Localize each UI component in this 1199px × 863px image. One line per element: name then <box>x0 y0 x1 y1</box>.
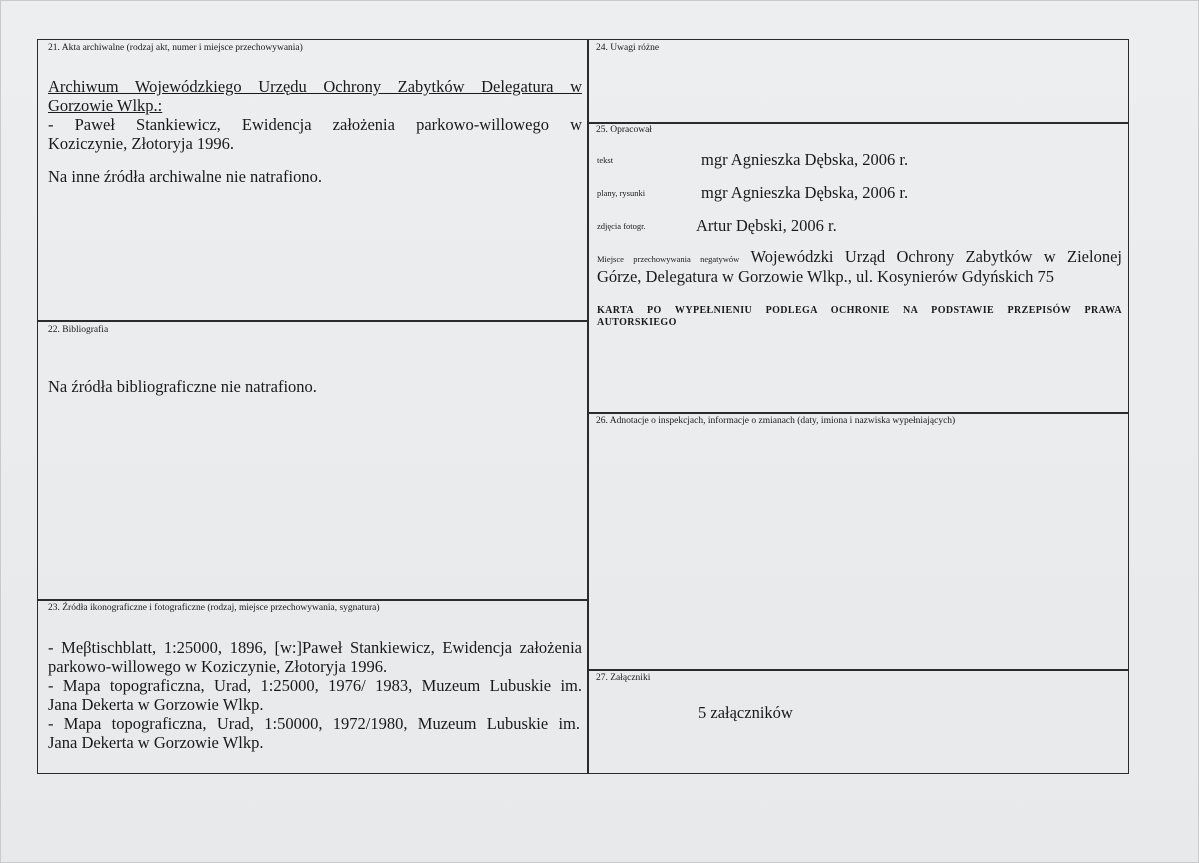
text-author-label: tekst <box>597 154 614 165</box>
copyright-notice-line2: AUTORSKIEGO <box>597 317 677 328</box>
copyright-notice-line1: KARTA PO WYPEŁNIENIU PODLEGA OCHRONIE NA PODSTAWIE PRZEPISÓW PRAWA <box>597 305 1122 316</box>
photos-author-value: Artur Dębski, 2006 r. <box>696 216 837 235</box>
archive-name-line2: Gorzowie Wlkp.: <box>48 96 163 115</box>
section-26-inspection-notes <box>589 413 1128 669</box>
source-line-6: Jana Dekerta w Gorzowie Wlkp. <box>48 733 264 752</box>
plans-author-value: mgr Agnieszka Dębska, 2006 r. <box>701 183 909 202</box>
source-line-5: - Mapa topograficzna, Urad, 1:50000, 1972/1980, Muzeum Lubuskie im. <box>48 714 580 733</box>
section-24-remarks <box>589 40 1128 122</box>
section-25-prepared-by <box>589 123 1128 412</box>
record-card-form <box>37 39 1129 774</box>
section-24-heading: 24. Uwagi różne <box>596 43 660 53</box>
bibliography-note: Na źródła bibliograficzne nie natrafiono. <box>48 377 317 396</box>
archive-note: Na inne źródła archiwalne nie natrafiono. <box>48 167 322 186</box>
section-27-attachments <box>589 670 1128 775</box>
source-line-2: parkowo-willowego w Koziczynie, Złotoryja 1996. <box>48 657 388 676</box>
plans-author-label: plany, rysunki <box>597 187 646 198</box>
section-22-heading: 22. Bibliografia <box>48 325 109 335</box>
section-26-heading: 26. Adnotacje o inspekcjach, informacje o zmianach (daty, imiona i nazwiska wypełniających) <box>596 416 956 426</box>
negatives-location-label: Miejsce przechowywania negatywów <box>597 254 740 264</box>
photos-author-label: zdjęcia fotogr. <box>597 220 646 231</box>
archive-entry-line2: Koziczynie, Złotoryja 1996. <box>48 134 235 153</box>
section-23-iconographic-sources <box>38 600 587 775</box>
section-22-bibliography <box>38 321 587 599</box>
negatives-location-line1: Wojewódzki Urząd Ochrony Zabytków w Zielonej <box>750 247 1122 266</box>
section-27-heading: 27. Załączniki <box>596 673 651 683</box>
section-23-heading: 23. Źródła ikonograficzne i fotograficzne (rodzaj, miejsce przechowywania, sygnatura) <box>48 603 380 613</box>
source-line-4: Jana Dekerta w Gorzowie Wlkp. <box>48 695 264 714</box>
negatives-location-line2: Górze, Delegatura w Gorzowie Wlkp., ul. Kosynierów Gdyńskich 75 <box>597 267 1054 286</box>
archive-name-line1: Archiwum Wojewódzkiego Urzędu Ochrony Zabytków Delegatura w <box>48 77 582 96</box>
source-line-1: - Meβtischblatt, 1:25000, 1896, [w:]Paweł Stankiewicz, Ewidencja założenia <box>48 638 582 657</box>
archive-entry-line1: - Paweł Stankiewicz, Ewidencja założenia parkowo-willowego w <box>48 115 582 134</box>
text-author-value: mgr Agnieszka Dębska, 2006 r. <box>701 150 909 169</box>
section-21-archival-records <box>38 40 587 320</box>
section-21-heading: 21. Akta archiwalne (rodzaj akt, numer i miejsce przechowywania) <box>48 43 303 53</box>
source-line-3: - Mapa topograficzna, Urad, 1:25000, 1976/ 1983, Muzeum Lubuskie im. <box>48 676 582 695</box>
attachments-count: 5 załączników <box>698 703 793 722</box>
section-25-heading: 25. Opracował <box>596 125 652 135</box>
